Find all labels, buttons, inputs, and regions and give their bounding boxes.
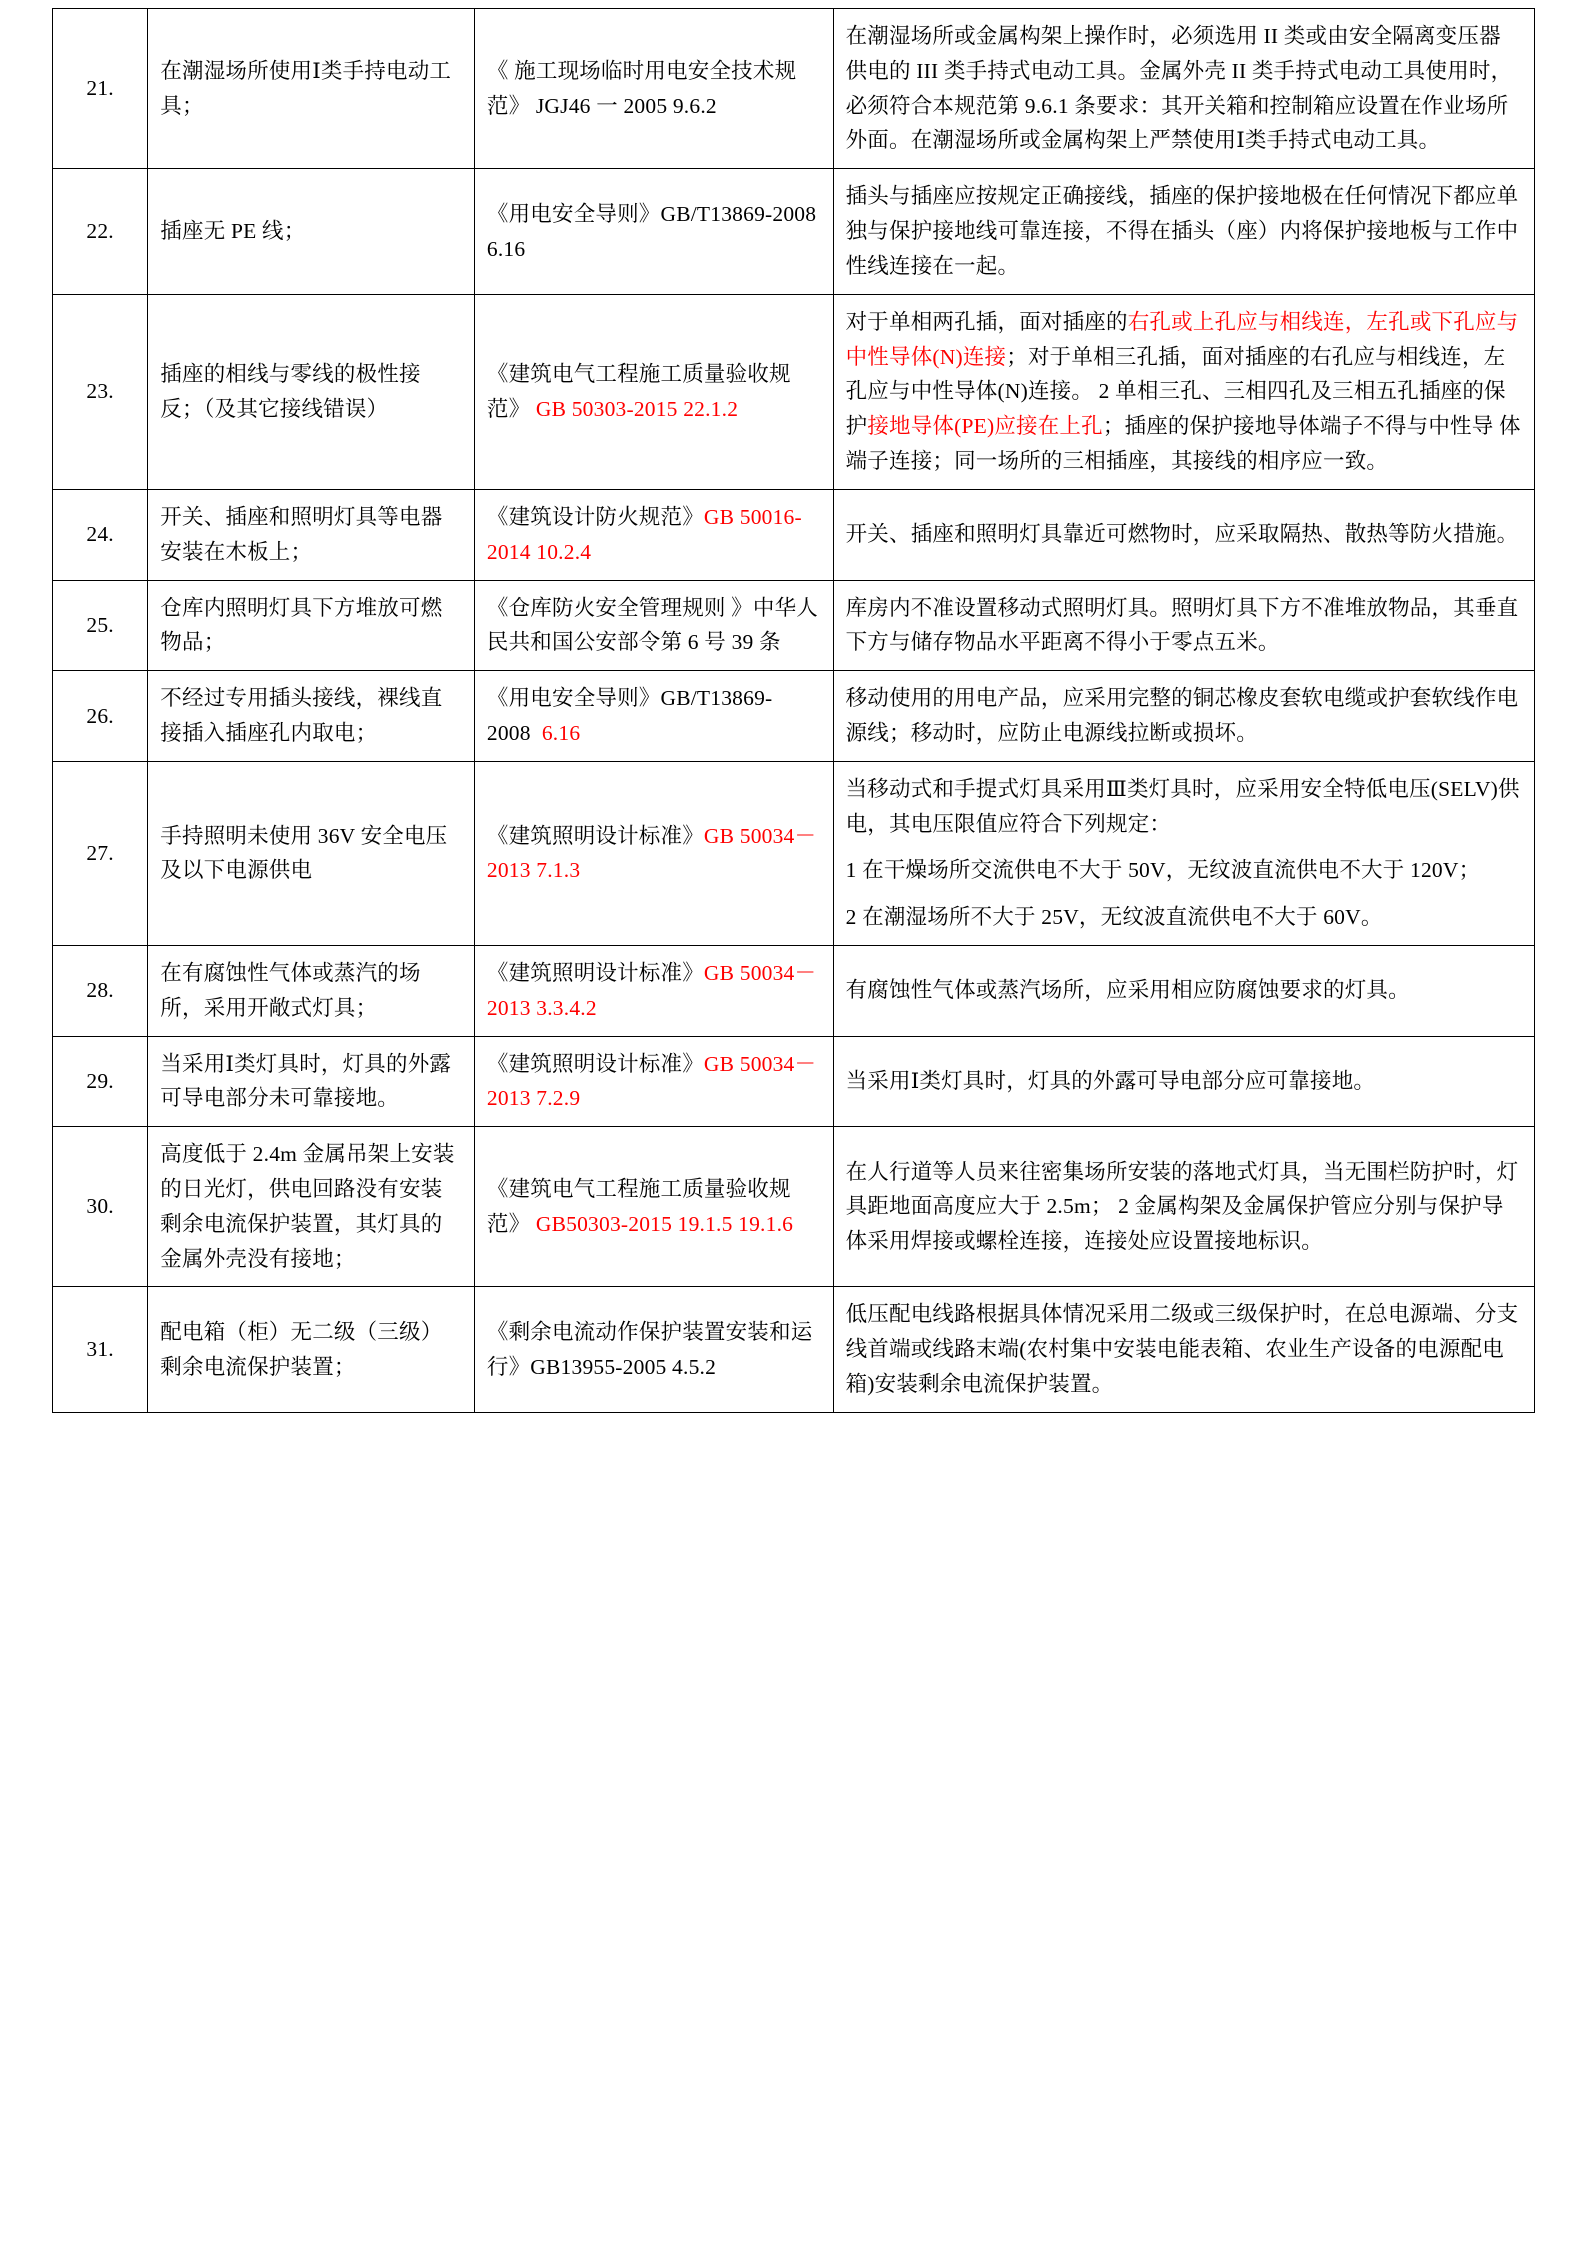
standard-red-text: GB 50303-2015 22.1.2 (535, 396, 739, 421)
row-description: 在潮湿场所或金属构架上操作时，必须选用 II 类或由安全隔离变压器供电的 III 类手持式电动工具。金属外壳 II 类手持式电动工具使用时，必须符合本规范第 9.6.1 条要求：其开关箱和控制箱应设置在作业场所外面。在潮湿场所或金属构架上严禁使用Ⅰ类手持式电动工具。 (833, 9, 1534, 169)
row-number: 22. (53, 169, 148, 294)
row-standard (474, 1287, 833, 1412)
row-number: 26. (53, 671, 148, 762)
table-row (53, 169, 1535, 294)
table-row (53, 1036, 1535, 1127)
table-row (53, 1127, 1535, 1287)
row-standard (474, 761, 833, 945)
standard-red-text: GB50303-2015 19.1.5 19.1.6 (535, 1211, 794, 1236)
standard-black-text: 《建筑电气工程施工质量验收规范》 (486, 1176, 791, 1236)
table-row (53, 945, 1535, 1036)
row-issue: 开关、插座和照明灯具等电器安装在木板上； (148, 489, 475, 580)
row-number: 29. (53, 1036, 148, 1127)
row-standard (474, 9, 833, 169)
row-standard (474, 169, 833, 294)
row-standard (474, 671, 833, 762)
standard-red-text: GB 50016-2014 10.2.4 (486, 504, 802, 564)
row-description: 插头与插座应按规定正确接线，插座的保护接地极在任何情况下都应单独与保护接地线可靠连接，不得在插头（座）内将保护接地板与工作中性线连接在一起。 (833, 169, 1534, 294)
standard-black-text: 《建筑设计防火规范》 (486, 504, 704, 529)
table-row (53, 761, 1535, 945)
row-description: 开关、插座和照明灯具靠近可燃物时，应采取隔热、散热等防火措施。 (833, 489, 1534, 580)
row-number: 27. (53, 761, 148, 945)
row-standard (474, 1036, 833, 1127)
standard-black-text: 《建筑电气工程施工质量验收规范》 (486, 362, 791, 421)
standard-red-text: GB 50034－2013 3.3.4.2 (486, 960, 817, 1020)
row-issue: 在有腐蚀性气体或蒸汽的场所，采用开敞式灯具； (148, 945, 475, 1036)
row-number: 28. (53, 945, 148, 1036)
row-description: 当采用Ⅰ类灯具时，灯具的外露可导电部分应可靠接地。 (833, 1036, 1534, 1127)
row-number: 21. (53, 9, 148, 169)
row-issue: 仓库内照明灯具下方堆放可燃物品； (148, 580, 475, 671)
desc-line: 当移动式和手提式灯具采用Ⅲ类灯具时，应采用安全特低电压(SELV)供电，其电压限值应符合下列规定： (845, 776, 1520, 836)
table-row (53, 294, 1535, 489)
standard-black-text: 《用电安全导则》GB/T13869-2008 (486, 686, 773, 746)
desc-segment: 对于单相两孔插，面对插座的 (845, 309, 1128, 334)
row-standard (474, 1127, 833, 1287)
row-description (833, 294, 1534, 489)
row-description: 低压配电线路根据具体情况采用二级或三级保护时，在总电源端、分支线首端或线路末端(农村集中安装电能表箱、农业生产设备的电源配电箱)安装剩余电流保护装置。 (833, 1287, 1534, 1412)
table-row (53, 489, 1535, 580)
desc-line: 2 在潮湿场所不大于 25V，无纹波直流供电不大于 60V。 (845, 905, 1383, 930)
row-description: 移动使用的用电产品，应采用完整的铜芯橡皮套软电缆或护套软线作电源线；移动时，应防止电源线拉断或损坏。 (833, 671, 1534, 762)
row-standard (474, 945, 833, 1036)
row-issue: 配电箱（柜）无二级（三级）剩余电流保护装置； (148, 1287, 475, 1412)
row-standard (474, 294, 833, 489)
desc-segment-highlight: 接地导体(PE)应接在上孔 (867, 414, 1103, 439)
row-issue: 不经过专用插头接线，裸线直接插入插座孔内取电； (148, 671, 475, 762)
standard-black-text: 《建筑照明设计标准》 (486, 823, 704, 848)
row-number: 25. (53, 580, 148, 671)
row-number: 23. (53, 294, 148, 489)
desc-line: 1 在干燥场所交流供电不大于 50V，无纹波直流供电不大于 120V； (845, 858, 1481, 883)
standard-black-text: 《建筑照明设计标准》 (486, 1051, 704, 1076)
row-standard (474, 489, 833, 580)
row-standard (474, 580, 833, 671)
row-issue: 高度低于 2.4m 金属吊架上安装的日光灯，供电回路没有安装剩余电流保护装置，其灯具的金属外壳没有接地； (148, 1127, 475, 1287)
standard-black-text: 《 施工现场临时用电安全技术规范》 JGJ46 一 2005 9.6.2 (486, 58, 797, 118)
regulation-table (52, 8, 1535, 1413)
table-body (53, 9, 1535, 1413)
row-number: 31. (53, 1287, 148, 1412)
row-description (833, 761, 1534, 945)
standard-black-text: 《仓库防火安全管理规则 》中华人民共和国公安部令第 6 号 39 条 (486, 595, 818, 655)
standard-black-text: 《剩余电流动作保护装置安装和运行》GB13955-2005 4.5.2 (486, 1319, 813, 1379)
row-description: 在人行道等人员来往密集场所安装的落地式灯具，当无围栏防护时，灯具距地面高度应大于 2.5m； 2 金属构架及金属保护管应分别与保护导体采用焊接或螺栓连接，连接处应设置接地标识。 (833, 1127, 1534, 1287)
row-number: 24. (53, 489, 148, 580)
table-row (53, 1287, 1535, 1412)
desc-segment: ；插座的保护接地导体端子不得与中性导 体端子连接；同一场所的三相插座，其接线的相序应一致。 (845, 414, 1521, 474)
table-row (53, 671, 1535, 762)
desc-segment-highlight: 右孔或上孔应与相线连，左孔或下孔应与中性导体(N)连接 (845, 309, 1519, 369)
standard-black-text: 《用电安全导则》GB/T13869-2008 6.16 (486, 201, 817, 261)
standard-red-text: 6.16 (541, 721, 581, 746)
row-description: 库房内不准设置移动式照明灯具。照明灯具下方不准堆放物品，其垂直下方与储存物品水平距离不得小于零点五米。 (833, 580, 1534, 671)
standard-red-text: GB 50034－2013 7.2.9 (486, 1051, 817, 1111)
row-issue: 插座的相线与零线的极性接反；（及其它接线错误） (148, 294, 475, 489)
row-issue: 在潮湿场所使用Ⅰ类手持电动工具； (148, 9, 475, 169)
row-issue: 插座无 PE 线； (148, 169, 475, 294)
standard-red-text: GB 50034－2013 7.1.3 (486, 823, 817, 883)
row-issue: 手持照明未使用 36V 安全电压及以下电源供电 (148, 761, 475, 945)
table-row (53, 9, 1535, 169)
row-description: 有腐蚀性气体或蒸汽场所，应采用相应防腐蚀要求的灯具。 (833, 945, 1534, 1036)
row-number: 30. (53, 1127, 148, 1287)
table-row (53, 580, 1535, 671)
standard-black-text: 《建筑照明设计标准》 (486, 960, 704, 985)
desc-segment: ；对于单相三孔插，面对插座的右孔应与相线连，左孔应与中性导体(N)连接。 2 单相三孔、三相四孔及三相五孔插座的保护 (845, 344, 1506, 439)
row-issue: 当采用Ⅰ类灯具时，灯具的外露可导电部分未可靠接地。 (148, 1036, 475, 1127)
